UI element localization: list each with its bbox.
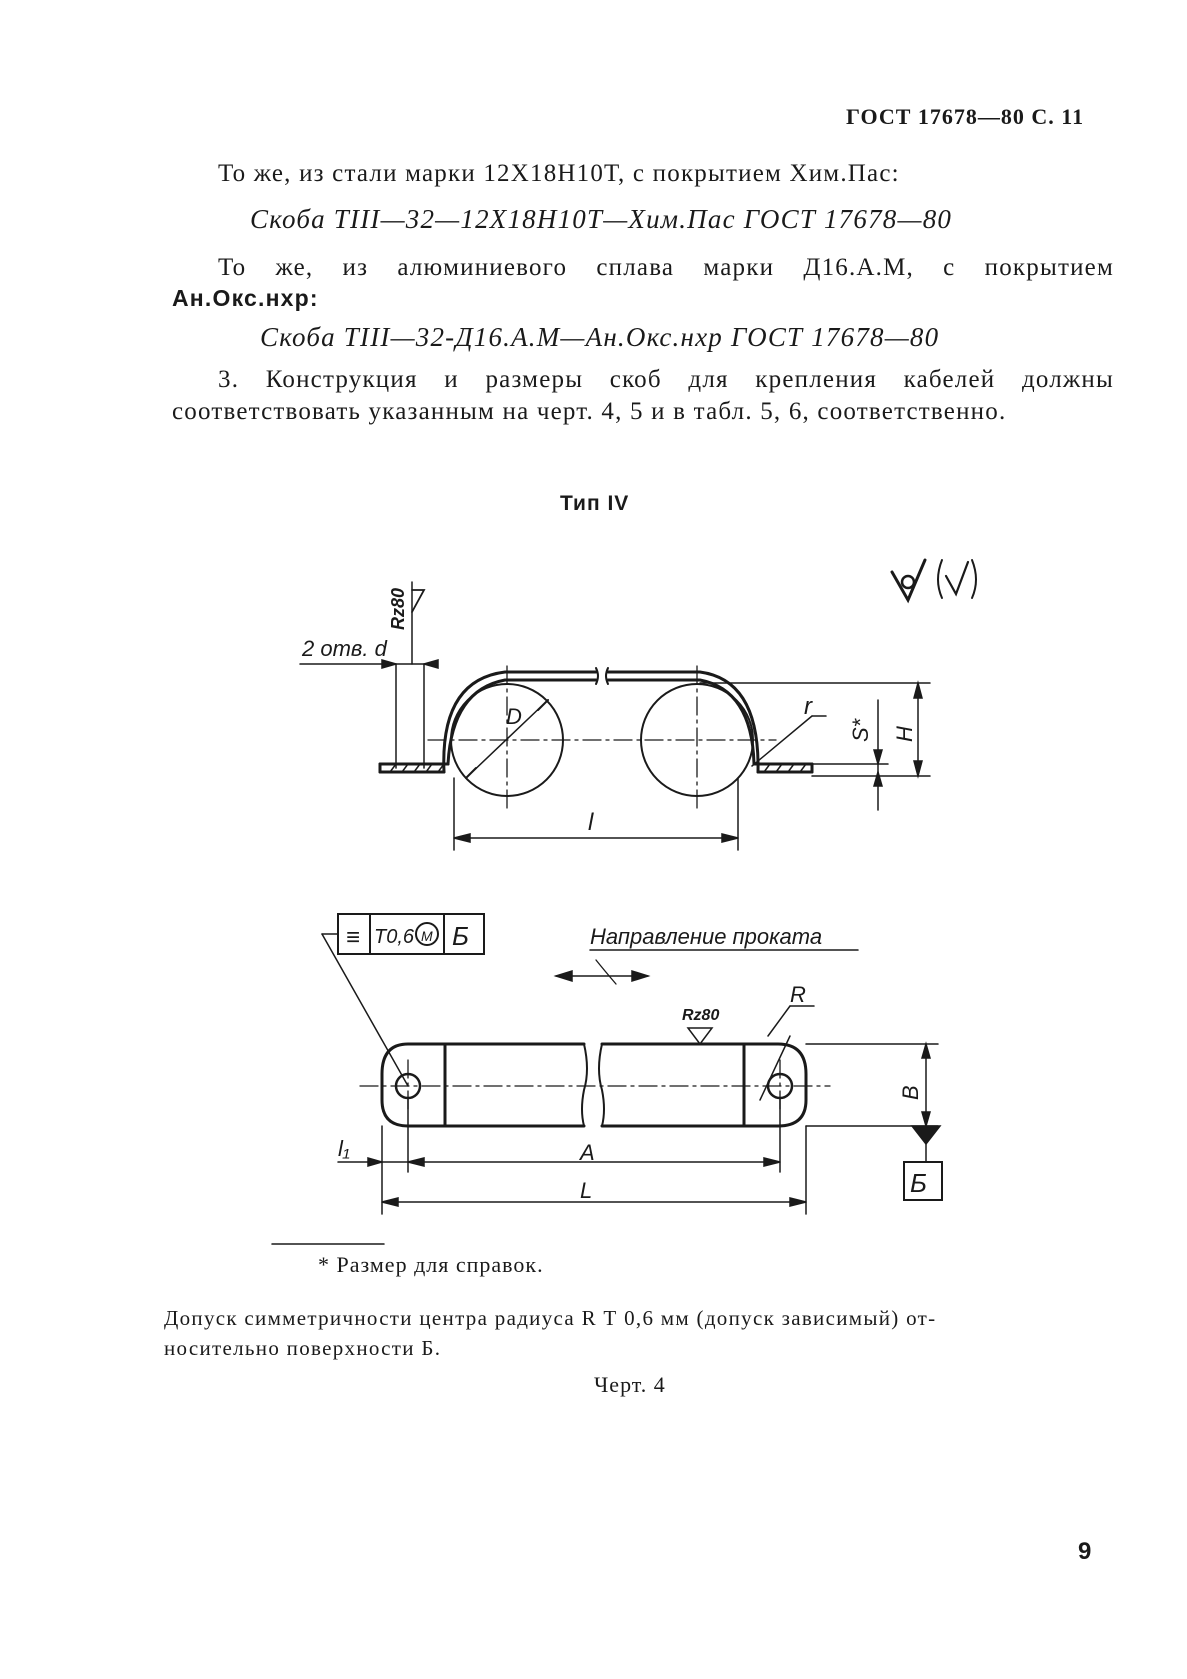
tolerance-modifier: М (421, 928, 433, 944)
radius-r-label: r (804, 693, 812, 720)
paragraph-aluminium-line2: Ан.Окс.нхр: (172, 285, 319, 311)
holes-label: 2 отв. d (302, 636, 387, 661)
figure-number: Черт. 4 (594, 1372, 666, 1397)
figure-caption: Тип IV (560, 492, 630, 515)
roughness-label: Rz80 (388, 587, 408, 630)
length-l-label: l (588, 809, 594, 836)
datum-label: Б (910, 1168, 927, 1198)
tolerance-symbol: ≡ (346, 924, 361, 951)
plan-view (382, 1044, 806, 1126)
roughness-symbol (892, 560, 976, 600)
paragraph-aluminium-line1: То же, из алюминиевого сплава марки Д16.А.М, с покрытием (218, 254, 1114, 281)
paragraph-construction: 3. Конструкция и размеры скоб для крепления кабелей должны соответствовать указанным на черт. 4, 5 и в табл. 5, 6, соответственно. (172, 366, 1114, 425)
page-number: 9 (1078, 1538, 1092, 1565)
height-label: H (892, 726, 917, 742)
length-A-label: A (580, 1140, 595, 1165)
designation-steel: Скоба ТIII—32—12Х18Н10Т—Хим.Пас ГОСТ 17678—80 (250, 204, 953, 234)
offset-label: l₁ (338, 1136, 350, 1161)
rolling-direction-label: Направление проката (590, 924, 823, 949)
paragraph-steel: То же, из стали марки 12Х18Н10Т, с покрытием Хим.Пас: (218, 160, 900, 187)
thickness-label: S* (848, 718, 873, 742)
tolerance-note-line2: носительно поверхности Б. (164, 1336, 442, 1360)
width-label: B (898, 1085, 923, 1100)
tolerance-note-line1: Допуск симметричности центра радиуса R Т 0,6 мм (допуск зависимый) от- (164, 1306, 937, 1330)
tolerance-note (164, 1303, 1104, 1363)
tolerance-datum: Б (452, 921, 469, 951)
length-L-label: L (580, 1178, 593, 1203)
radius-R-label: R (790, 982, 806, 1007)
page-header: ГОСТ 17678—80 С. 11 (846, 104, 1085, 129)
footnote: * Размер для справок. (318, 1252, 544, 1277)
tolerance-value: Т0,6 (374, 926, 415, 948)
designation-aluminium: Скоба ТIII—32-Д16.А.М—Ан.Окс.нхр ГОСТ 17678—80 (260, 322, 940, 352)
diameter-label: D (506, 704, 522, 729)
roughness-label-2: Rz80 (682, 1007, 720, 1024)
